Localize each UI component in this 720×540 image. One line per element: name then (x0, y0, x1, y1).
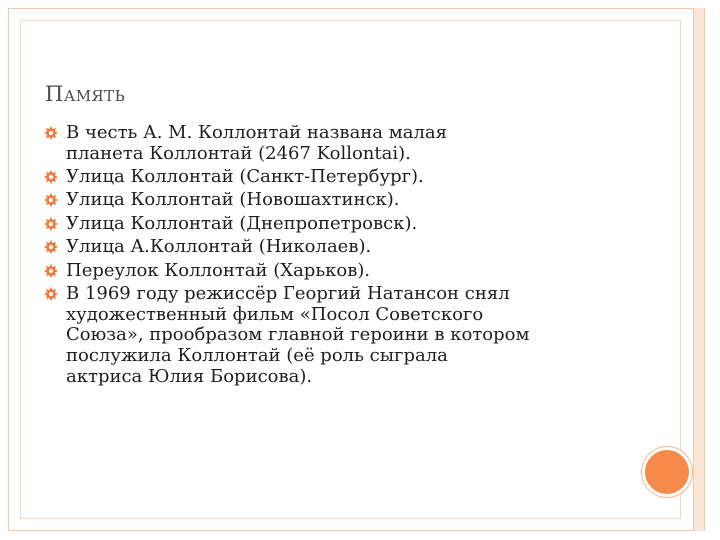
gear-flower-icon (44, 264, 58, 278)
bullet-text-line: Улица Коллонтай (Днепропетровск). (66, 212, 418, 234)
bullet-text-line: Улица Коллонтай (Новошахтинск). (66, 189, 400, 211)
bullet-text-line: Переулок Коллонтай (Харьков). (66, 259, 371, 281)
slide-title (45, 82, 125, 106)
gear-flower-icon (44, 170, 58, 184)
bullet-item-7 (44, 284, 644, 388)
title-rest: АМЯТЬ (63, 87, 126, 105)
right-accent-band (694, 8, 704, 531)
bullet-text-line: актриса Юлия Борисова). (66, 365, 313, 387)
gear-flower-icon (44, 240, 58, 254)
gear-flower-icon (44, 287, 58, 301)
gear-flower-icon (44, 126, 58, 140)
bullet-text-line: Союза», прообразом главной героини в котором (66, 324, 530, 346)
gear-flower-icon (44, 193, 58, 207)
bullet-item-4 (44, 214, 644, 235)
title-first-letter: П (45, 82, 64, 106)
bullet-item-5 (44, 237, 644, 258)
bullet-text-line: Улица Коллонтай (Санкт-Петербург). (66, 166, 424, 188)
gear-flower-icon (44, 217, 58, 231)
bullet-item-1 (44, 123, 644, 164)
bullet-item-3 (44, 190, 644, 211)
right-accent-line (704, 8, 705, 531)
decorative-orange-circle (642, 447, 692, 497)
bullet-text-line: В честь А. М. Коллонтай названа малая (66, 122, 448, 143)
bullet-text-line: планета Коллонтай (2467 Kollontai). (66, 142, 411, 164)
bullet-text-line: послужила Коллонтай (её роль сыграла (66, 345, 448, 367)
bullet-item-2 (44, 167, 644, 188)
bullet-list (44, 123, 644, 390)
bullet-text-line: Улица А.Коллонтай (Николаев). (66, 236, 372, 258)
bullet-text-line: В 1969 году режиссёр Георгий Натансон снял (66, 283, 510, 305)
bullet-item-6 (44, 261, 644, 282)
bullet-text-line: художественный фильм «Посол Советского (66, 303, 484, 325)
